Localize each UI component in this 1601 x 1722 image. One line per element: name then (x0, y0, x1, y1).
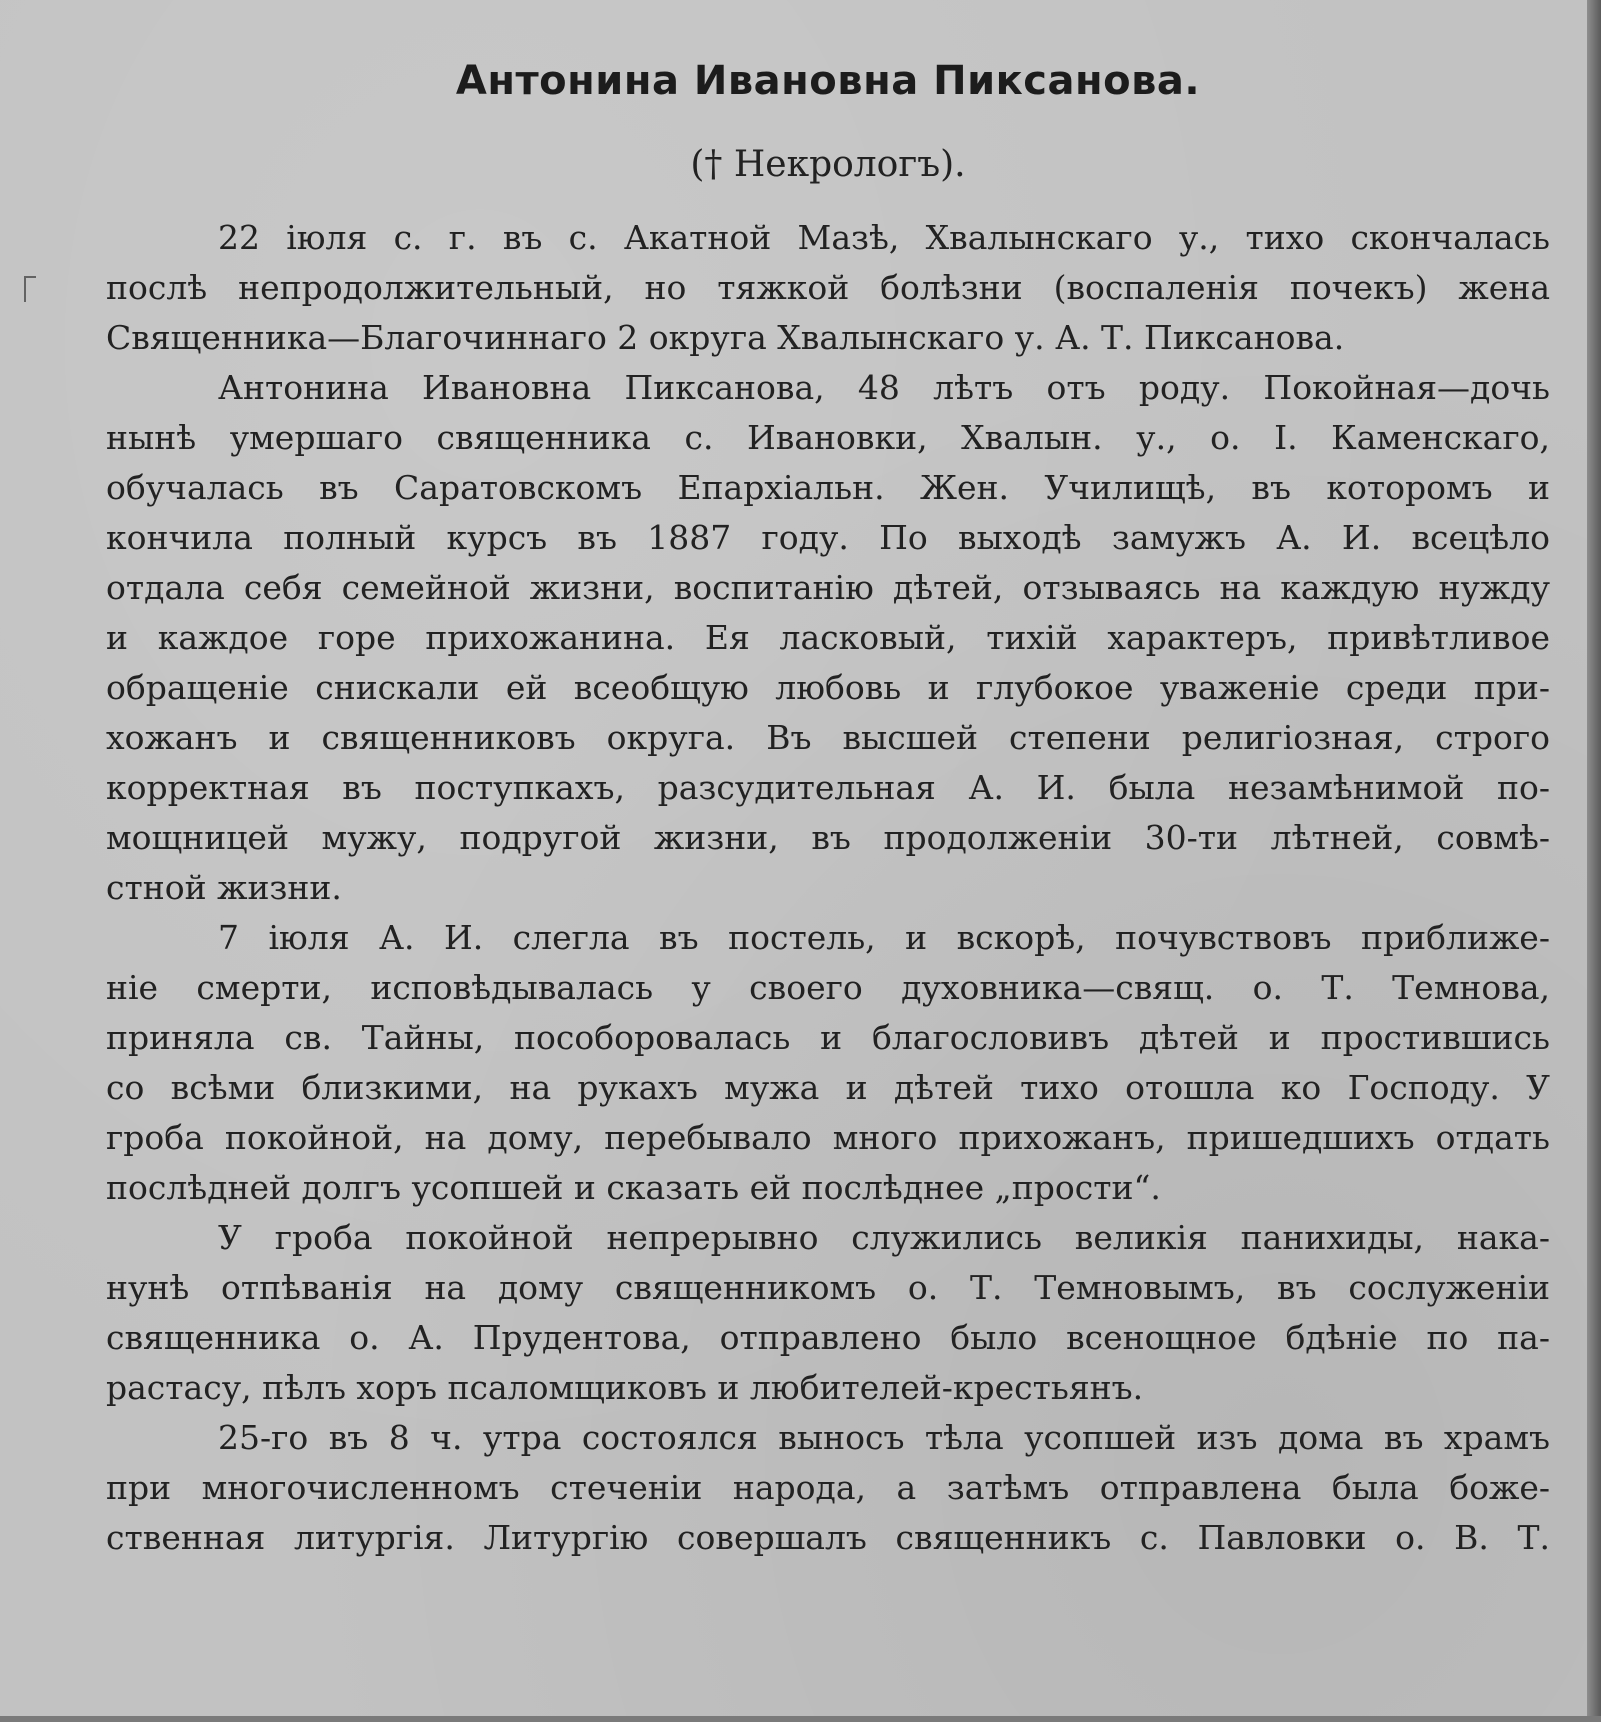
page-edge-shadow (1587, 0, 1601, 1722)
text-line: 7 іюля А. И. слегла въ постель, и вскорѣ, почувствовъ приближе- (218, 918, 1550, 957)
text-line: гроба покойной, на дому, перебывало много прихожанъ, пришедшихъ отдать (106, 1118, 1550, 1157)
text-line: ственная литургія. Литургію совершалъ священникъ с. Павловки о. В. Т. (106, 1518, 1550, 1557)
text-line: нынѣ умершаго священника с. Ивановки, Хвалын. у., о. I. Каменскаго, (106, 418, 1550, 457)
text-line: стной жизни. (106, 868, 342, 907)
text-line: ніе смерти, исповѣдывалась у своего духовника—свящ. о. Т. Темнова, (106, 968, 1550, 1007)
text-line: 25-го въ 8 ч. утра состоялся выносъ тѣла усопшей изъ дома въ храмъ (218, 1418, 1550, 1457)
margin-mark (24, 276, 36, 302)
text-line: корректная въ поступкахъ, разсудительная А. И. была незамѣнимой по- (106, 768, 1550, 807)
text-line: и каждое горе прихожанина. Ея ласковый, тихій характеръ, привѣтливое (106, 618, 1550, 657)
text-line: послѣдней долгъ усопшей и сказать ей послѣднее „прости“. (106, 1168, 1161, 1207)
text-line: мощницей мужу, подругой жизни, въ продолженіи 30-ти лѣтней, совмѣ- (106, 818, 1550, 857)
text-line: обучалась въ Саратовскомъ Епархіальн. Жен. Училищѣ, въ которомъ и (106, 468, 1550, 507)
text-line: Антонина Ивановна Пиксанова, 48 лѣтъ отъ роду. Покойная—дочь (218, 368, 1550, 407)
text-line: приняла св. Тайны, пособоровалась и благословивъ дѣтей и простившись (106, 1018, 1550, 1057)
text-line: 22 іюля с. г. въ с. Акатной Мазѣ, Хвалынскаго у., тихо скончалась (218, 218, 1550, 257)
text-line: священника о. А. Прудентова, отправлено было всенощное бдѣніе по па- (106, 1318, 1550, 1357)
text-line: отдала себя семейной жизни, воспитанію дѣтей, отзываясь на каждую нужду (106, 568, 1550, 607)
text-line: кончила полный курсъ въ 1887 году. По выходѣ замужъ А. И. всецѣло (106, 518, 1550, 557)
text-line: обращеніе снискали ей всеобщую любовь и глубокое уваженіе среди при- (106, 668, 1550, 707)
text-line: Священника—Благочиннаго 2 округа Хвалынскаго у. А. Т. Пиксанова. (106, 318, 1345, 357)
text-line: растасу, пѣлъ хоръ псаломщиковъ и любителей-крестьянъ. (106, 1368, 1144, 1407)
text-line: послѣ непродолжительный, но тяжкой болѣзни (воспаленія почекъ) жена (106, 268, 1550, 307)
obituary-subtitle: († Некрологъ). (690, 144, 966, 185)
text-line: нунѣ отпѣванія на дому священникомъ о. Т. Темновымъ, въ сослуженіи (106, 1268, 1550, 1307)
page-bottom-edge (0, 1716, 1601, 1722)
text-line: при многочисленномъ стеченіи народа, а затѣмъ отправлена была боже- (106, 1468, 1550, 1507)
text-line: хожанъ и священниковъ округа. Въ высшей степени религіозная, строго (106, 718, 1550, 757)
text-line: со всѣми близкими, на рукахъ мужа и дѣтей тихо отошла ко Господу. У (106, 1068, 1550, 1107)
text-line: У гроба покойной непрерывно служились великія панихиды, нака- (218, 1218, 1550, 1257)
obituary-title: Антонина Ивановна Пиксанова. (455, 58, 1201, 104)
